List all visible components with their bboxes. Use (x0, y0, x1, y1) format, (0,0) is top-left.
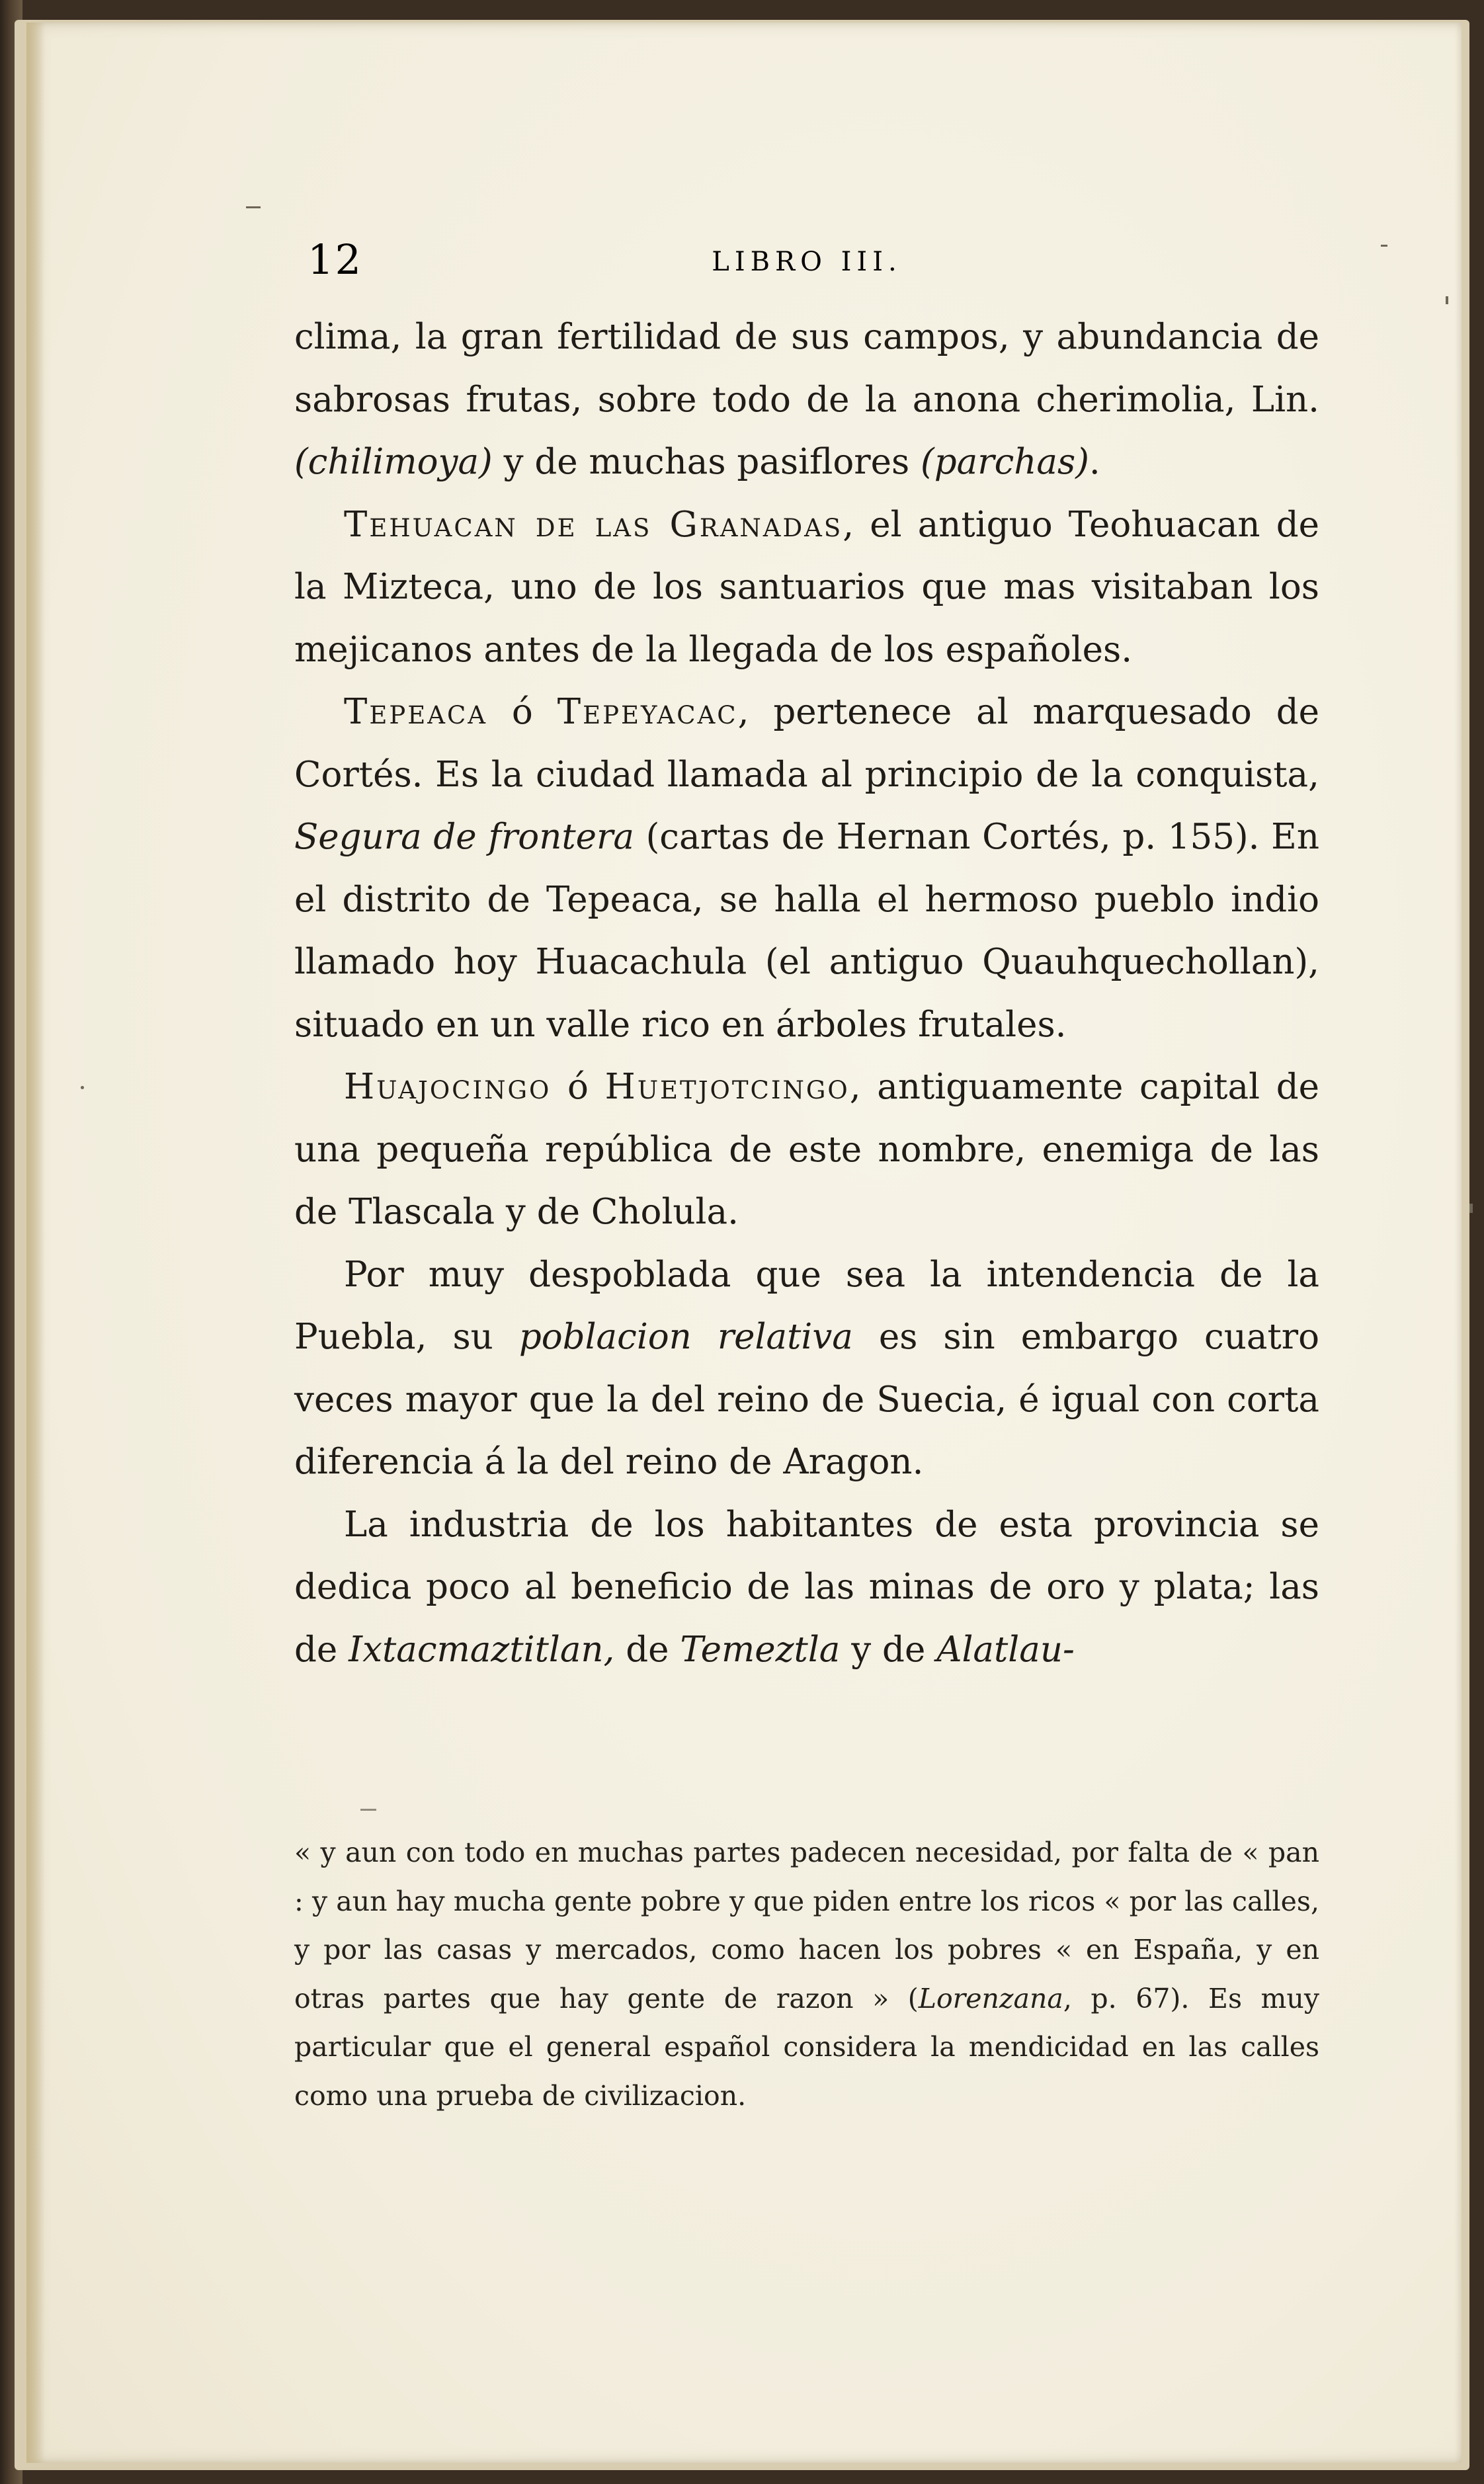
text-segment: Tepeaca (344, 692, 488, 732)
text-segment: ó (551, 1067, 605, 1107)
text-segment: Lorenzana (918, 1982, 1063, 2014)
paragraph (294, 1244, 1319, 1494)
text-segment: clima, la gran fertilidad de sus campos, y abundancia de sabrosas frutas, sobre todo de la anona cherimolia, Lin. (294, 317, 1319, 420)
text-segment: Por muy despoblada que sea la intendencia de la Puebla, su (294, 1254, 1319, 1357)
margin-mark (246, 206, 261, 208)
paragraph (294, 494, 1319, 682)
text-segment: Tehuacan de las Granadas (344, 504, 843, 545)
page-number: 12 (308, 235, 362, 284)
text-segment: es sin embargo cuatro veces mayor que la del reino de Suecia, é igual con corta diferencia á la del reino de Aragon. (294, 1317, 1319, 1482)
text-segment: , p. 67). Es muy particular que el general español considera la mendicidad en las calles como una prueba de civilizacion. (294, 1982, 1319, 2112)
text-segment: Tepeyacac (557, 692, 738, 732)
footnote (294, 1829, 1319, 2120)
text-segment: ó (487, 692, 557, 732)
text-segment: , el antiguo Teohuacan de la Mizteca, uno de los santuarios que mas visitaban los mejicanos antes de la llegada de los españoles. (294, 504, 1319, 670)
margin-mark (1381, 245, 1387, 247)
margin-mark (1446, 296, 1448, 304)
running-head (294, 237, 1319, 283)
text-segment: , pertenece al marquesado de Cortés. Es la ciudad llamada al principio de la conquista, (294, 692, 1319, 795)
text-segment: de (614, 1629, 680, 1670)
text-segment: poblacion relativa (518, 1317, 853, 1357)
footnote-text (294, 1829, 1319, 2120)
text-segment: Segura de frontera (294, 817, 634, 857)
margin-mark (1469, 1204, 1473, 1213)
body-text (294, 306, 1319, 1681)
text-segment: Huajocingo (344, 1067, 552, 1107)
text-segment: Huetjotcingo (604, 1067, 850, 1107)
paragraph (294, 1056, 1319, 1244)
text-segment: (parchas) (921, 442, 1089, 482)
text-segment: . (1089, 442, 1100, 482)
text-segment: , antiguamente capital de una pequeña república de este nombre, enemiga de las de Tlascala y de Cholula. (294, 1067, 1319, 1232)
footnote-rule (360, 1809, 376, 1811)
text-segment: (cartas de Hernan Cortés, p. 155). En el distrito de Tepeaca, se halla el hermoso pueblo indio llamado hoy Huacachula (el antiguo Quauhquechollan), situado en un valle rico en árboles frutales. (294, 817, 1320, 1045)
text-segment: Ixtacmaztitlan, (349, 1629, 615, 1670)
text-segment: y de muchas pasiflores (492, 442, 921, 482)
running-title: LIBRO III. (712, 247, 902, 277)
text-segment: (chilimoya) (294, 442, 493, 482)
margin-mark (81, 1086, 84, 1089)
text-segment: Alatlau- (936, 1629, 1075, 1670)
text-segment: Temeztla (680, 1629, 841, 1670)
text-segment: La industria de los habitantes de esta provincia se dedica poco al beneficio de las minas de oro y plata; las de (294, 1504, 1319, 1670)
paragraph (294, 681, 1319, 1056)
text-segment: y de (840, 1629, 937, 1670)
text-segment: « y aun con todo en muchas partes padecen necesidad, por falta de « pan : y aun hay mucha gente pobre y que piden entre los ricos « por las calles, y por las casas y mercados, como hacen los pobres « en España, y en otras partes que hay gente de razon » ( (294, 1837, 1319, 2014)
paragraph (294, 1494, 1319, 1682)
paragraph (294, 306, 1319, 494)
page-gutter-shadow (26, 22, 45, 2463)
